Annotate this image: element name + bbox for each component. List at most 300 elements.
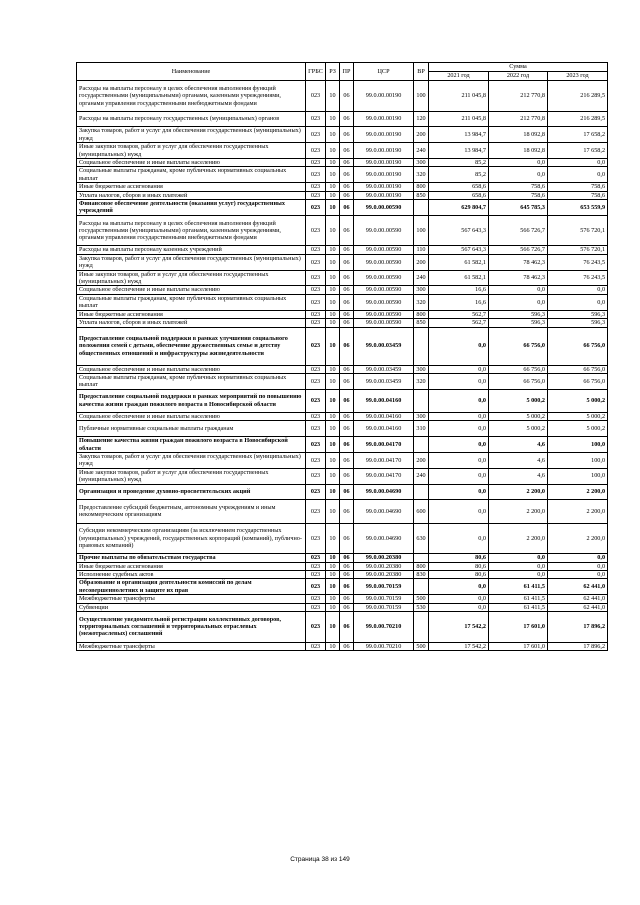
table-row	[77, 127, 608, 143]
cell-name: Прочие выплаты по обязательствам государства	[77, 554, 306, 562]
cell-2022: 5 000,2	[489, 389, 548, 412]
cell-2021: 13 984,7	[429, 127, 489, 143]
cell-rz: 10	[326, 286, 340, 294]
table-row	[77, 286, 608, 294]
cell-vr	[414, 484, 429, 500]
cell-name: Субвенции	[77, 603, 306, 611]
cell-csr: 99.0.00.00590	[354, 270, 414, 286]
cell-rz: 10	[326, 167, 340, 183]
table-row	[77, 437, 608, 453]
cell-2021: 658,6	[429, 183, 489, 191]
cell-name: Исполнение судебных актов	[77, 570, 306, 578]
cell-2023: 0,0	[548, 562, 608, 570]
cell-grbs: 023	[306, 127, 326, 143]
cell-vr	[414, 200, 429, 216]
cell-rz: 10	[326, 523, 340, 554]
cell-2022: 0,0	[489, 286, 548, 294]
cell-csr: 99.0.00.04690	[354, 523, 414, 554]
cell-2021: 0,0	[429, 452, 489, 468]
cell-name: Расходы на выплаты персоналу казенных учреждений	[77, 246, 306, 254]
cell-name: Предоставление социальной поддержки в рамках улучшения социального положения семей с детьми, обеспечение дружественных семье и детству общественных отношений и инфраструктуры жизнедеятельности	[77, 327, 306, 365]
cell-2022: 78 462,3	[489, 254, 548, 270]
cell-name: Повышение качества жизни граждан пожилого возраста в Новосибирской области	[77, 437, 306, 453]
cell-pr: 06	[340, 167, 354, 183]
cell-2023: 76 243,5	[548, 254, 608, 270]
cell-2023: 758,6	[548, 191, 608, 199]
cell-pr: 06	[340, 286, 354, 294]
cell-2021: 0,0	[429, 365, 489, 373]
cell-csr: 99.0.00.70159	[354, 579, 414, 595]
table-row	[77, 111, 608, 127]
cell-csr: 99.0.00.03459	[354, 327, 414, 365]
cell-rz: 10	[326, 294, 340, 310]
cell-2023: 5 000,2	[548, 421, 608, 437]
cell-vr	[414, 579, 429, 595]
cell-2022: 0,0	[489, 554, 548, 562]
cell-2021: 0,0	[429, 373, 489, 389]
header-year-2021: 2021 год	[429, 72, 489, 81]
cell-2021: 562,7	[429, 310, 489, 318]
cell-csr: 99.0.00.00190	[354, 159, 414, 167]
cell-name: Предоставление социальной поддержки в рамках мероприятий по повышению качества жизни граждан пожилого возраста в Новосибирской области	[77, 389, 306, 412]
page-number: Страница 38 из 149	[290, 856, 350, 863]
cell-2021: 13 984,7	[429, 143, 489, 159]
cell-grbs: 023	[306, 159, 326, 167]
cell-2022: 18 092,8	[489, 127, 548, 143]
table-row	[77, 191, 608, 199]
cell-grbs: 023	[306, 270, 326, 286]
cell-rz: 10	[326, 468, 340, 484]
table-row	[77, 389, 608, 412]
table-row	[77, 159, 608, 167]
cell-2023: 62 441,0	[548, 603, 608, 611]
cell-name: Иные закупки товаров, работ и услуг для обеспечения государственных (муниципальных) нужд	[77, 270, 306, 286]
cell-pr: 06	[340, 642, 354, 650]
cell-2023: 2 200,0	[548, 523, 608, 554]
cell-csr: 99.0.00.20380	[354, 570, 414, 578]
cell-csr: 99.0.00.20380	[354, 554, 414, 562]
cell-grbs: 023	[306, 286, 326, 294]
cell-2021: 0,0	[429, 603, 489, 611]
cell-vr: 200	[414, 452, 429, 468]
cell-csr: 99.0.00.70159	[354, 603, 414, 611]
cell-rz: 10	[326, 500, 340, 523]
cell-name: Социальные выплаты гражданам, кроме публичных нормативных социальных выплат	[77, 373, 306, 389]
cell-2023: 653 559,9	[548, 200, 608, 216]
cell-pr: 06	[340, 327, 354, 365]
cell-grbs: 023	[306, 310, 326, 318]
cell-vr: 240	[414, 270, 429, 286]
cell-grbs: 023	[306, 642, 326, 650]
cell-name: Финансовое обеспечение деятельности (оказания услуг) государственных учреждений	[77, 200, 306, 216]
table-row	[77, 484, 608, 500]
cell-name: Иные закупки товаров, работ и услуг для обеспечения государственных (муниципальных) нужд	[77, 143, 306, 159]
cell-pr: 06	[340, 603, 354, 611]
cell-2022: 0,0	[489, 294, 548, 310]
cell-2023: 596,3	[548, 319, 608, 327]
cell-vr: 630	[414, 523, 429, 554]
cell-pr: 06	[340, 421, 354, 437]
cell-name: Межбюджетные трансферты	[77, 595, 306, 603]
cell-2023: 576 720,1	[548, 215, 608, 246]
cell-2022: 5 000,2	[489, 412, 548, 420]
table-row	[77, 412, 608, 420]
cell-pr: 06	[340, 523, 354, 554]
cell-vr: 320	[414, 294, 429, 310]
table-row	[77, 254, 608, 270]
header-name: Наименование	[77, 63, 306, 81]
cell-2022: 212 770,8	[489, 111, 548, 127]
cell-name: Социальные выплаты гражданам, кроме публичных нормативных социальных выплат	[77, 294, 306, 310]
cell-csr: 99.0.00.00190	[354, 183, 414, 191]
table-row	[77, 452, 608, 468]
cell-csr: 99.0.00.04690	[354, 500, 414, 523]
cell-vr: 850	[414, 191, 429, 199]
cell-2022: 17 601,0	[489, 642, 548, 650]
cell-pr: 06	[340, 500, 354, 523]
cell-name: Публичные нормативные социальные выплаты гражданам	[77, 421, 306, 437]
cell-vr: 800	[414, 310, 429, 318]
header-csr: ЦСР	[354, 63, 414, 81]
cell-rz: 10	[326, 642, 340, 650]
cell-csr: 99.0.00.04160	[354, 421, 414, 437]
cell-grbs: 023	[306, 611, 326, 642]
cell-2021: 0,0	[429, 412, 489, 420]
cell-csr: 99.0.00.00190	[354, 81, 414, 112]
cell-csr: 99.0.00.03459	[354, 373, 414, 389]
cell-2021: 0,0	[429, 484, 489, 500]
cell-csr: 99.0.00.04160	[354, 412, 414, 420]
cell-vr: 800	[414, 183, 429, 191]
cell-pr: 06	[340, 389, 354, 412]
cell-rz: 10	[326, 191, 340, 199]
cell-2023: 216 289,5	[548, 81, 608, 112]
cell-vr	[414, 554, 429, 562]
cell-rz: 10	[326, 389, 340, 412]
cell-name: Организация и проведение духовно-просветительских акций	[77, 484, 306, 500]
cell-pr: 06	[340, 373, 354, 389]
cell-2023: 2 200,0	[548, 500, 608, 523]
cell-vr: 320	[414, 167, 429, 183]
cell-vr	[414, 327, 429, 365]
cell-csr: 99.0.00.00590	[354, 319, 414, 327]
cell-grbs: 023	[306, 183, 326, 191]
cell-csr: 99.0.00.70210	[354, 611, 414, 642]
cell-2023: 0,0	[548, 554, 608, 562]
cell-2021: 17 542,2	[429, 642, 489, 650]
table-row	[77, 270, 608, 286]
cell-2021: 80,6	[429, 570, 489, 578]
cell-rz: 10	[326, 111, 340, 127]
cell-2022: 78 462,3	[489, 270, 548, 286]
cell-vr: 300	[414, 286, 429, 294]
cell-grbs: 023	[306, 389, 326, 412]
cell-vr: 310	[414, 421, 429, 437]
cell-grbs: 023	[306, 468, 326, 484]
cell-name: Межбюджетные трансферты	[77, 642, 306, 650]
cell-2021: 61 582,1	[429, 270, 489, 286]
budget-table-container	[76, 62, 607, 651]
cell-2021: 0,0	[429, 500, 489, 523]
cell-2022: 61 411,5	[489, 579, 548, 595]
cell-grbs: 023	[306, 500, 326, 523]
cell-pr: 06	[340, 191, 354, 199]
cell-2022: 0,0	[489, 159, 548, 167]
cell-rz: 10	[326, 579, 340, 595]
cell-2023: 66 756,0	[548, 327, 608, 365]
cell-vr	[414, 611, 429, 642]
cell-rz: 10	[326, 270, 340, 286]
cell-rz: 10	[326, 246, 340, 254]
cell-rz: 10	[326, 484, 340, 500]
cell-rz: 10	[326, 159, 340, 167]
cell-name: Закупка товаров, работ и услуг для обеспечения государственных (муниципальных) нужд	[77, 127, 306, 143]
cell-name: Уплата налогов, сборов и иных платежей	[77, 191, 306, 199]
cell-grbs: 023	[306, 562, 326, 570]
cell-rz: 10	[326, 327, 340, 365]
cell-grbs: 023	[306, 484, 326, 500]
cell-pr: 06	[340, 159, 354, 167]
cell-pr: 06	[340, 452, 354, 468]
cell-2023: 17 658,2	[548, 127, 608, 143]
cell-2021: 80,6	[429, 562, 489, 570]
cell-name: Иные бюджетные ассигнования	[77, 183, 306, 191]
cell-pr: 06	[340, 270, 354, 286]
table-row	[77, 642, 608, 650]
header-sum: Сумма	[429, 63, 608, 72]
table-row	[77, 421, 608, 437]
table-row	[77, 200, 608, 216]
cell-csr: 99.0.00.20380	[354, 562, 414, 570]
cell-2022: 758,6	[489, 191, 548, 199]
cell-2023: 576 720,1	[548, 246, 608, 254]
table-row	[77, 570, 608, 578]
cell-2021: 211 045,8	[429, 81, 489, 112]
cell-vr: 100	[414, 81, 429, 112]
cell-2023: 66 756,0	[548, 373, 608, 389]
cell-grbs: 023	[306, 523, 326, 554]
cell-grbs: 023	[306, 412, 326, 420]
cell-name: Иные бюджетные ассигнования	[77, 310, 306, 318]
cell-2021: 16,6	[429, 294, 489, 310]
cell-csr: 99.0.00.00590	[354, 286, 414, 294]
table-row	[77, 500, 608, 523]
cell-csr: 99.0.00.00190	[354, 127, 414, 143]
cell-pr: 06	[340, 365, 354, 373]
cell-grbs: 023	[306, 294, 326, 310]
budget-table	[76, 62, 608, 651]
cell-csr: 99.0.00.00590	[354, 215, 414, 246]
cell-2022: 566 726,7	[489, 215, 548, 246]
cell-2022: 66 756,0	[489, 365, 548, 373]
table-row	[77, 81, 608, 112]
cell-pr: 06	[340, 554, 354, 562]
cell-2023: 76 243,5	[548, 270, 608, 286]
cell-rz: 10	[326, 595, 340, 603]
cell-2021: 0,0	[429, 579, 489, 595]
cell-2023: 17 658,2	[548, 143, 608, 159]
cell-name: Уплата налогов, сборов и иных платежей	[77, 319, 306, 327]
cell-2023: 100,0	[548, 468, 608, 484]
cell-csr: 99.0.00.04160	[354, 389, 414, 412]
cell-grbs: 023	[306, 570, 326, 578]
cell-2023: 216 289,5	[548, 111, 608, 127]
cell-2023: 100,0	[548, 437, 608, 453]
cell-2021: 629 804,7	[429, 200, 489, 216]
cell-pr: 06	[340, 254, 354, 270]
cell-csr: 99.0.00.00190	[354, 191, 414, 199]
cell-2021: 16,6	[429, 286, 489, 294]
table-row	[77, 579, 608, 595]
cell-grbs: 023	[306, 452, 326, 468]
cell-name: Иные бюджетные ассигнования	[77, 562, 306, 570]
cell-name: Социальное обеспечение и иные выплаты населению	[77, 286, 306, 294]
table-row	[77, 365, 608, 373]
cell-rz: 10	[326, 603, 340, 611]
cell-2022: 4,6	[489, 437, 548, 453]
cell-2023: 0,0	[548, 294, 608, 310]
cell-name: Расходы на выплаты персоналу государственных (муниципальных) органов	[77, 111, 306, 127]
table-row	[77, 246, 608, 254]
cell-vr: 600	[414, 500, 429, 523]
cell-2021: 211 045,8	[429, 111, 489, 127]
cell-grbs: 023	[306, 554, 326, 562]
cell-grbs: 023	[306, 200, 326, 216]
cell-vr: 500	[414, 595, 429, 603]
cell-grbs: 023	[306, 246, 326, 254]
cell-2023: 758,6	[548, 183, 608, 191]
cell-vr: 120	[414, 111, 429, 127]
cell-csr: 99.0.00.00190	[354, 167, 414, 183]
cell-csr: 99.0.00.00590	[354, 246, 414, 254]
cell-pr: 06	[340, 200, 354, 216]
cell-grbs: 023	[306, 111, 326, 127]
cell-2022: 18 092,8	[489, 143, 548, 159]
cell-2023: 100,0	[548, 452, 608, 468]
cell-2021: 0,0	[429, 595, 489, 603]
cell-rz: 10	[326, 319, 340, 327]
table-row	[77, 611, 608, 642]
cell-vr: 300	[414, 412, 429, 420]
cell-vr	[414, 437, 429, 453]
cell-2022: 0,0	[489, 570, 548, 578]
cell-2022: 758,6	[489, 183, 548, 191]
cell-pr: 06	[340, 468, 354, 484]
cell-vr: 530	[414, 603, 429, 611]
cell-2023: 17 896,2	[548, 642, 608, 650]
cell-grbs: 023	[306, 365, 326, 373]
table-header-row	[77, 63, 608, 72]
cell-rz: 10	[326, 452, 340, 468]
cell-pr: 06	[340, 310, 354, 318]
cell-pr: 06	[340, 570, 354, 578]
cell-2023: 0,0	[548, 286, 608, 294]
cell-2021: 0,0	[429, 468, 489, 484]
cell-grbs: 023	[306, 319, 326, 327]
cell-2021: 85,2	[429, 167, 489, 183]
cell-rz: 10	[326, 81, 340, 112]
cell-vr: 100	[414, 215, 429, 246]
header-pr: ПР	[340, 63, 354, 81]
cell-2021: 562,7	[429, 319, 489, 327]
cell-csr: 99.0.00.00190	[354, 111, 414, 127]
cell-2022: 61 411,5	[489, 595, 548, 603]
cell-csr: 99.0.00.00590	[354, 254, 414, 270]
cell-pr: 06	[340, 484, 354, 500]
cell-2023: 62 441,0	[548, 579, 608, 595]
table-row	[77, 327, 608, 365]
cell-rz: 10	[326, 183, 340, 191]
header-vr: ВР	[414, 63, 429, 81]
cell-pr: 06	[340, 319, 354, 327]
cell-grbs: 023	[306, 421, 326, 437]
cell-rz: 10	[326, 254, 340, 270]
table-body	[77, 81, 608, 651]
cell-csr: 99.0.00.04690	[354, 484, 414, 500]
cell-2021: 61 582,1	[429, 254, 489, 270]
cell-name: Социальные выплаты гражданам, кроме публичных нормативных социальных выплат	[77, 167, 306, 183]
cell-rz: 10	[326, 215, 340, 246]
cell-rz: 10	[326, 611, 340, 642]
cell-2021: 85,2	[429, 159, 489, 167]
cell-vr: 200	[414, 127, 429, 143]
cell-2023: 596,3	[548, 310, 608, 318]
cell-2023: 62 441,0	[548, 595, 608, 603]
cell-2022: 66 756,0	[489, 327, 548, 365]
cell-grbs: 023	[306, 254, 326, 270]
cell-pr: 06	[340, 579, 354, 595]
cell-2022: 2 200,0	[489, 484, 548, 500]
cell-name: Образование и организация деятельности комиссий по делам несовершеннолетних и защите их прав	[77, 579, 306, 595]
cell-grbs: 023	[306, 143, 326, 159]
cell-grbs: 023	[306, 215, 326, 246]
cell-grbs: 023	[306, 191, 326, 199]
table-row	[77, 373, 608, 389]
cell-vr	[414, 389, 429, 412]
cell-2023: 0,0	[548, 570, 608, 578]
cell-pr: 06	[340, 143, 354, 159]
cell-rz: 10	[326, 200, 340, 216]
header-grbs: ГРБС	[306, 63, 326, 81]
cell-pr: 06	[340, 294, 354, 310]
cell-rz: 10	[326, 373, 340, 389]
table-row	[77, 143, 608, 159]
table-row	[77, 468, 608, 484]
cell-rz: 10	[326, 143, 340, 159]
table-row	[77, 562, 608, 570]
cell-name: Расходы на выплаты персоналу в целях обеспечения выполнения функций государственными (муниципальными) органами, казенными учреждениями, органами управления государственными внебюджетными фондами	[77, 215, 306, 246]
cell-vr: 830	[414, 570, 429, 578]
cell-2023: 2 200,0	[548, 484, 608, 500]
header-rz: РЗ	[326, 63, 340, 81]
cell-vr: 110	[414, 246, 429, 254]
cell-2022: 66 756,0	[489, 373, 548, 389]
cell-rz: 10	[326, 310, 340, 318]
cell-rz: 10	[326, 412, 340, 420]
cell-2022: 5 000,2	[489, 421, 548, 437]
cell-2022: 0,0	[489, 562, 548, 570]
cell-2023: 5 000,2	[548, 412, 608, 420]
cell-vr: 500	[414, 642, 429, 650]
cell-vr: 240	[414, 143, 429, 159]
cell-name: Субсидии некоммерческим организациям (за исключением государственных (муниципальных) учреждений, государственных корпораций (компаний), публично-правовых компаний)	[77, 523, 306, 554]
table-row	[77, 167, 608, 183]
cell-csr: 99.0.00.03459	[354, 365, 414, 373]
cell-name: Социальное обеспечение и иные выплаты населению	[77, 159, 306, 167]
cell-name: Социальное обеспечение и иные выплаты населению	[77, 365, 306, 373]
cell-2023: 5 000,2	[548, 389, 608, 412]
cell-csr: 99.0.00.00590	[354, 310, 414, 318]
